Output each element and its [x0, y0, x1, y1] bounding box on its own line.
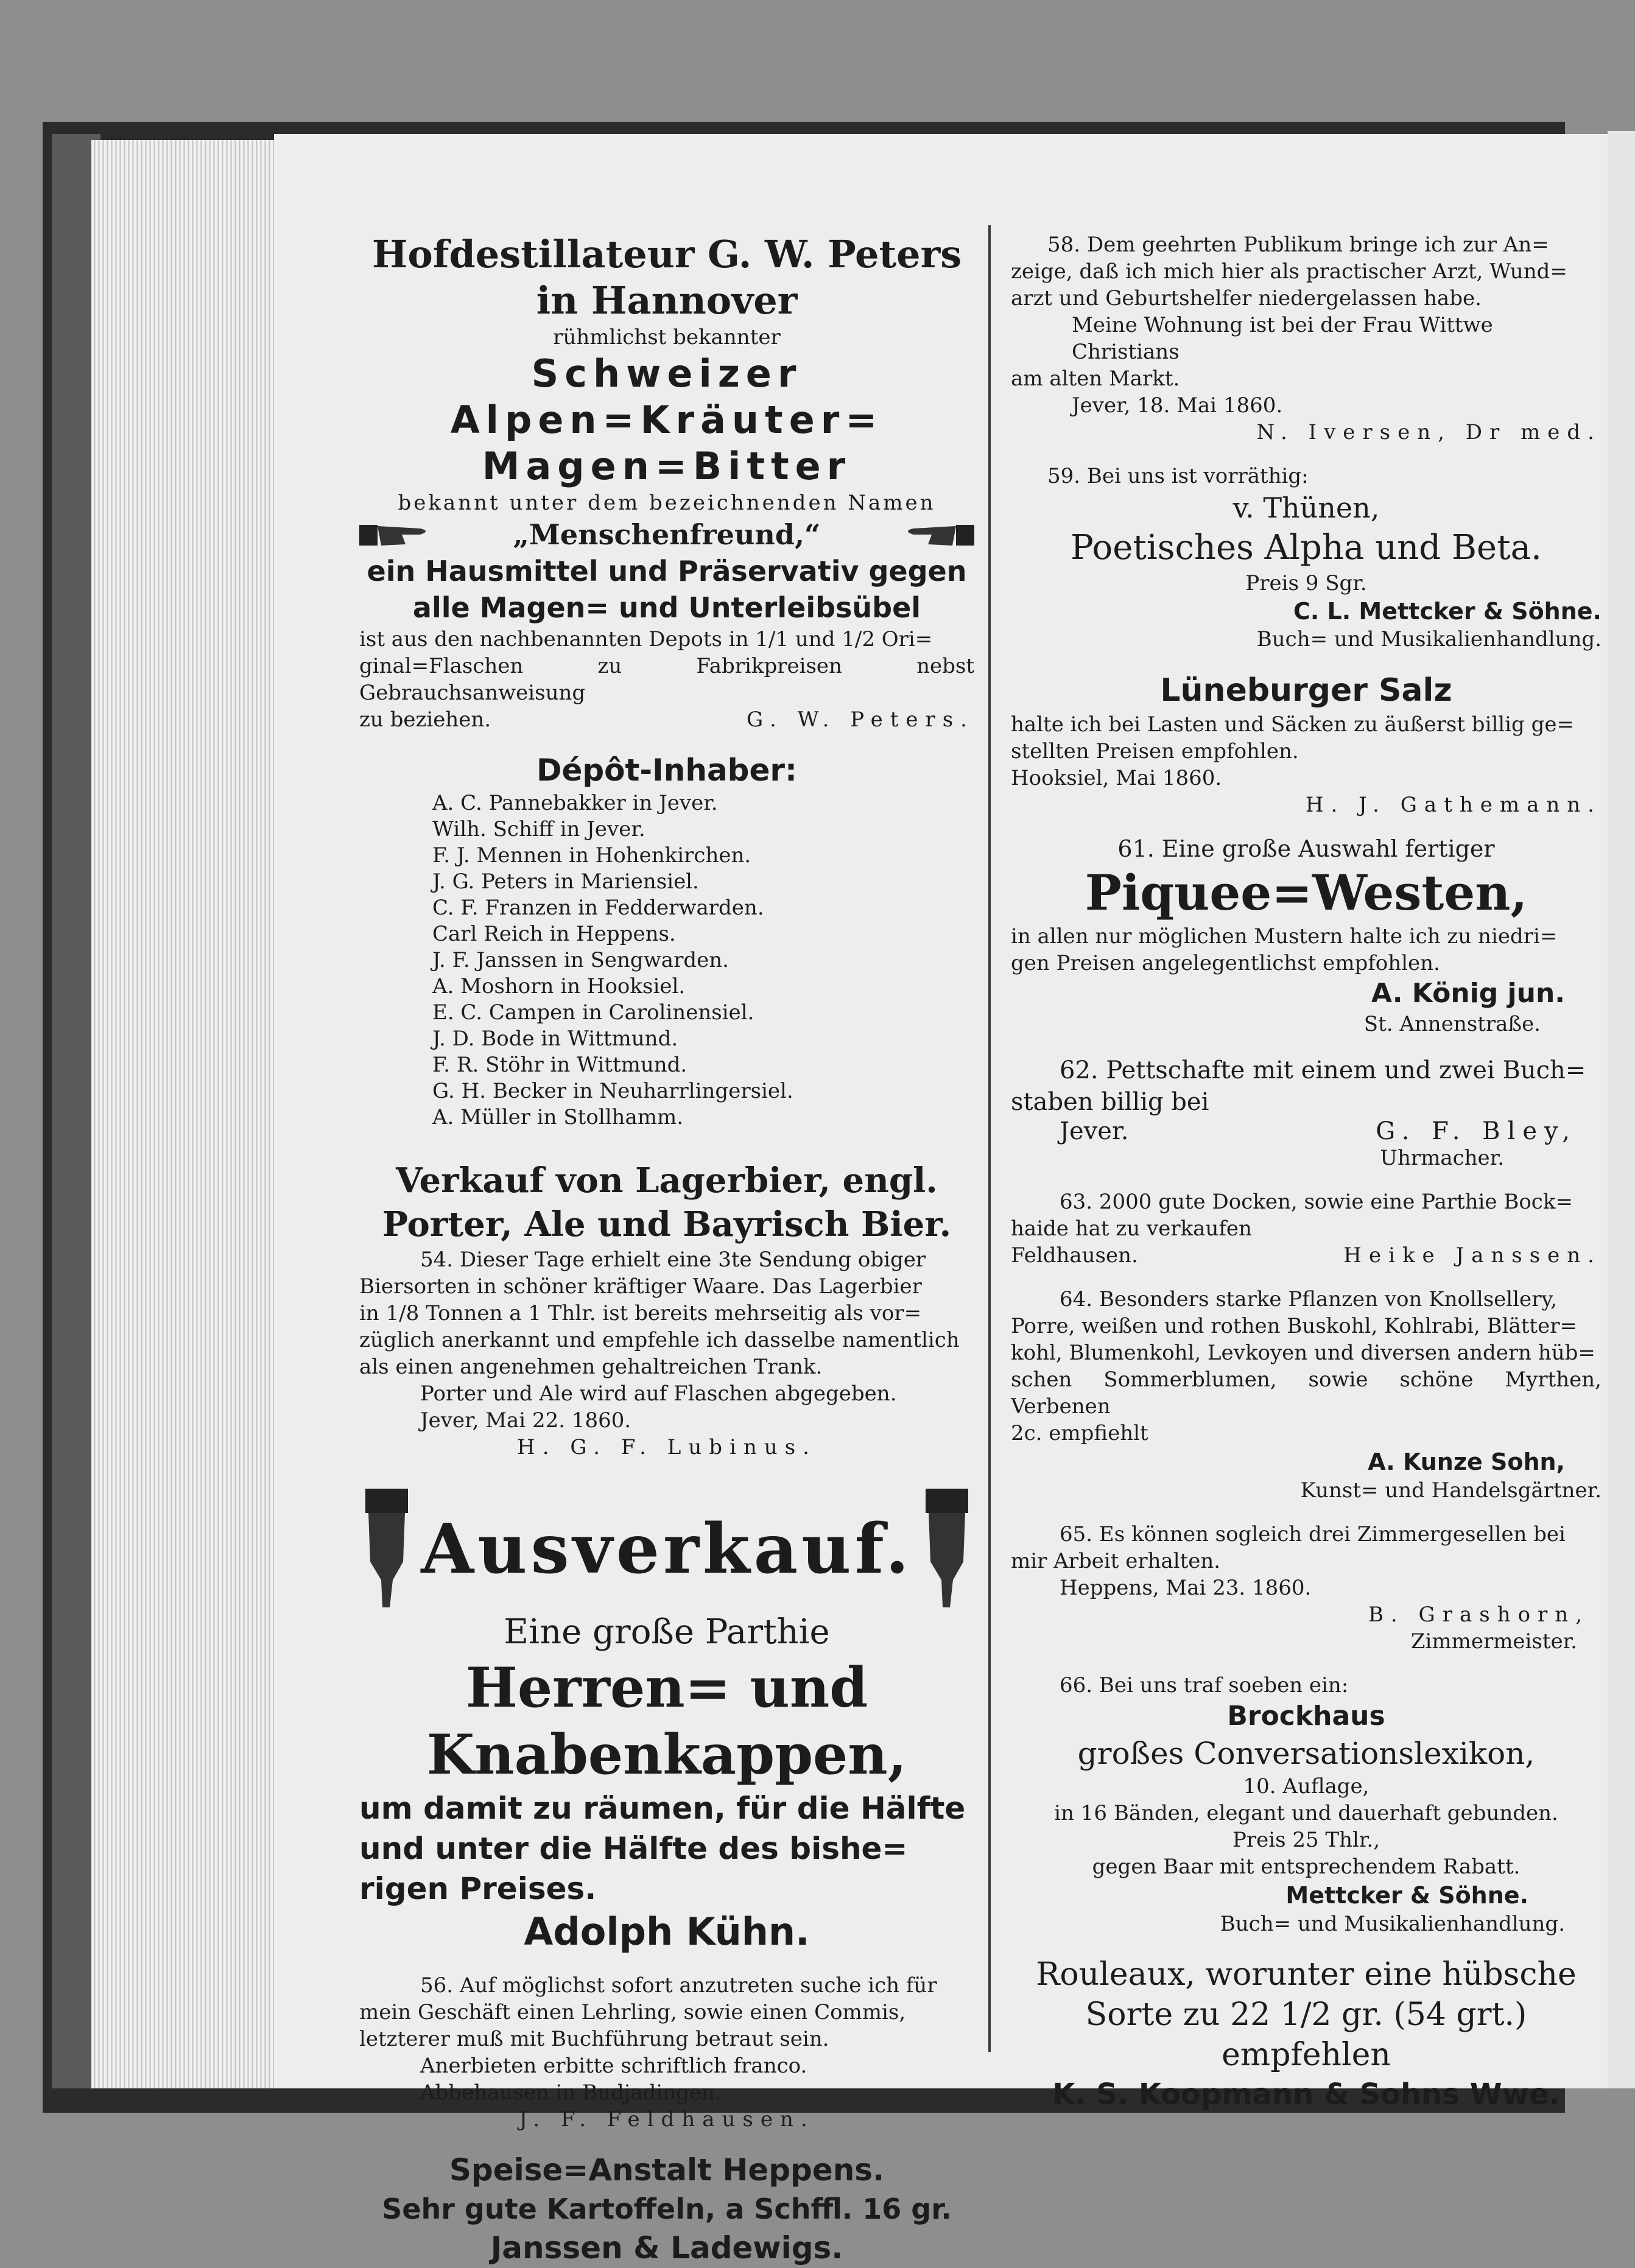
- ad-line: in 16 Bänden, elegant und dauerhaft gebunden.: [1054, 1801, 1558, 1825]
- ad-line: staben billig bei: [1011, 1088, 1209, 1116]
- ad-line: halte ich bei Lasten und Säcken zu äußerst billig ge=: [1011, 712, 1575, 737]
- ad-line: 64. Besonders starke Pflanzen von Knollsellery,: [1060, 1287, 1557, 1311]
- ad-signature: G. F. Bley,: [1376, 1117, 1577, 1145]
- ad-line: ein Hausmittel und Präservativ gegen: [367, 555, 967, 588]
- facing-page-edge: [1608, 131, 1635, 2088]
- ad-line: Jever, 18. Mai 1860.: [1072, 393, 1283, 418]
- ad-line: 65. Es können sogleich drei Zimmergesellen bei: [1060, 1522, 1566, 1547]
- ad-line: Buch= und Musikalienhandlung.: [1220, 1912, 1565, 1936]
- ad-signature: G. W. Peters.: [747, 707, 974, 732]
- ad-line: Buch= und Musikalienhandlung.: [1256, 627, 1602, 651]
- spacer: [1011, 1937, 1602, 1954]
- ad-line: ist aus den nachbenannten Depots in 1/1 und 1/2 Ori=: [359, 627, 933, 651]
- ad-line: kohl, Blumenkohl, Levkoyen und diversen andern hüb=: [1011, 1341, 1595, 1365]
- pointing-hand-down-icon: [359, 1489, 414, 1610]
- ad-peters: [359, 231, 974, 733]
- ad-line: arzt und Geburtshelfer niedergelassen habe.: [1011, 286, 1482, 311]
- ad-line: Hofdestillateur G. W. Peters: [371, 232, 962, 276]
- ad-line: Schweizer Alpen=Kräuter=: [450, 351, 884, 442]
- spacer: [359, 1131, 974, 1159]
- ad-line: in 1/8 Tonnen a 1 Thlr. ist bereits mehrseitig als vor=: [359, 1301, 922, 1325]
- ad-62: [1011, 1055, 1602, 1171]
- ad-58: [1011, 231, 1602, 446]
- ad-line: Herren= und Knabenkappen,: [426, 1655, 907, 1787]
- ad-line: in allen nur möglichen Mustern halte ich zu niedri=: [1011, 924, 1558, 949]
- ad-line: alle Magen= und Unterleibsübel: [412, 591, 921, 624]
- page-edges: [91, 140, 286, 2088]
- ad-signature: K. S. Koopmann & Sohns Wwe.: [1052, 2077, 1560, 2112]
- ad-line: Verkauf von Lagerbier, engl.: [396, 1160, 938, 1201]
- ad-line: als einen angenehmen gehaltreichen Trank.: [359, 1355, 823, 1379]
- list-item: A. C. Pannebakker in Jever.: [432, 791, 718, 815]
- ad-ausverkauf: [359, 1489, 974, 1955]
- pointing-hand-down-icon: [919, 1489, 974, 1610]
- ad-61: [1011, 835, 1602, 1037]
- ad-line: Poetisches Alpha und Beta.: [1071, 528, 1542, 567]
- ad-line: 62. Pettschafte mit einem und zwei Buch=: [1060, 1056, 1586, 1084]
- spacer: [1011, 1171, 1602, 1188]
- ad-signature: A. König jun.: [1371, 978, 1565, 1009]
- ad-line: gegen Baar mit entsprechendem Rabatt.: [1092, 1855, 1521, 1879]
- ad-text: Feldhausen.: [1011, 1243, 1138, 1268]
- ausverkauf-header: [359, 1489, 974, 1610]
- ad-line: 2c. empfiehlt: [1011, 1421, 1148, 1445]
- ad-65: [1011, 1521, 1602, 1655]
- ad-line: Jever, Mai 22. 1860.: [420, 1408, 631, 1433]
- ad-line: Abbehausen in Budjadingen.: [420, 2080, 722, 2105]
- list-item: A. Moshorn in Hooksiel.: [432, 974, 686, 999]
- hands-row: [359, 516, 974, 553]
- ad-line: und unter die Hälfte des bishe=: [359, 1831, 908, 1866]
- ad-title: Ausverkauf.: [421, 1509, 913, 1589]
- ad-line: [359, 706, 974, 733]
- list-item: G. H. Becker in Neuharrlingersiel.: [432, 1079, 793, 1103]
- ad-line: Anerbieten erbitte schriftlich franco.: [420, 2054, 807, 2078]
- ad-line: rühmlichst bekannter: [553, 325, 781, 349]
- ad-line: Porter und Ale wird auf Flaschen abgegeben.: [420, 1382, 897, 1406]
- spacer: [1011, 818, 1602, 835]
- list-item: J. D. Bode in Wittmund.: [432, 1027, 678, 1051]
- ad-line: züglich anerkannt und empfehle ich dasselbe namentlich: [359, 1328, 960, 1352]
- list-item: E. C. Campen in Carolinensiel.: [432, 1000, 754, 1025]
- ad-signature: H. J. Gathemann.: [1305, 793, 1602, 817]
- ad-title: Brockhaus: [1227, 1701, 1385, 1732]
- list-item: J. G. Peters in Mariensiel.: [432, 869, 699, 894]
- ad-56: [359, 1972, 974, 2133]
- ad-line: 54. Dieser Tage erhielt eine 3te Sendung obiger: [420, 1248, 926, 1272]
- ad-line: 66. Bei uns traf soeben ein:: [1060, 1673, 1349, 1697]
- ad-line: 61. Eine große Auswahl fertiger: [1117, 835, 1495, 862]
- ad-signature: J. F. Feldhausen.: [519, 2107, 815, 2132]
- ad-line: mein Geschäft einen Lehrling, sowie einen Commis,: [359, 2000, 906, 2024]
- ad-line: letzterer muß mit Buchführung betraut sein.: [359, 2027, 829, 2051]
- ad-line: St. Annenstraße.: [1363, 1012, 1541, 1036]
- ad-text: Jever.: [1060, 1117, 1129, 1145]
- ad-line: „Menschenfreund,“: [513, 518, 821, 551]
- ad-line: stellten Preisen empfohlen.: [1011, 739, 1299, 764]
- ad-59: [1011, 463, 1602, 653]
- ad-line: Meine Wohnung ist bei der Frau Wittwe Christians: [1072, 313, 1493, 364]
- ad-text: zu beziehen.: [359, 707, 491, 732]
- spacer: [359, 1955, 974, 1972]
- list-item: J. F. Janssen in Sengwarden.: [432, 948, 729, 972]
- ad-line: haide hat zu verkaufen: [1011, 1217, 1252, 1241]
- ad-63: [1011, 1188, 1602, 1269]
- ad-line: Heppens, Mai 23. 1860.: [1060, 1576, 1312, 1600]
- ad-64: [1011, 1286, 1602, 1504]
- ad-signature: N. Iversen, Dr med.: [1256, 420, 1602, 444]
- list-item: C. F. Franzen in Fedderwarden.: [432, 896, 764, 920]
- ad-line: Kunst= und Handelsgärtner.: [1300, 1478, 1602, 1503]
- ad-line: Magen=Bitter: [482, 444, 852, 488]
- ad-line: Biersorten in schöner kräftiger Waare. Das Lagerbier: [359, 1274, 922, 1299]
- ad-line: 56. Auf möglichst sofort anzutreten suche ich für: [420, 1973, 937, 1998]
- ad-line: Sehr gute Kartoffeln, a Schffl. 16 gr.: [382, 2193, 952, 2225]
- ad-line: um damit zu räumen, für die Hälfte: [359, 1791, 966, 1826]
- ad-line: Porre, weißen und rothen Buskohl, Kohlrabi, Blätter=: [1011, 1314, 1577, 1338]
- ad-line: Janssen & Ladewigs.: [490, 2230, 843, 2266]
- ad-signature: Mettcker & Söhne.: [1285, 1882, 1528, 1909]
- ad-line: 58. Dem geehrten Publikum bringe ich zur An=: [1047, 233, 1549, 257]
- ad-title: großes Conversationslexikon,: [1077, 1736, 1535, 1771]
- ad-title: Piquee=Westen,: [1085, 864, 1528, 921]
- ad-speise: [359, 2150, 974, 2268]
- ad-line: bekannt unter dem bezeichnenden Namen: [398, 491, 936, 515]
- ad-line: [1011, 1118, 1602, 1145]
- ad-signature: Heike Janssen.: [1343, 1243, 1602, 1268]
- list-item: Carl Reich in Heppens.: [432, 922, 676, 946]
- ad-line: rigen Preises.: [359, 1871, 597, 1906]
- ad-66: [1011, 1672, 1602, 1937]
- spacer: [1011, 1504, 1602, 1521]
- ad-signature: A. Kunze Sohn,: [1368, 1448, 1565, 1475]
- list-item: A. Müller in Stollhamm.: [432, 1105, 684, 1129]
- spacer: [359, 733, 974, 750]
- ad-line: am alten Markt.: [1011, 367, 1180, 391]
- ad-line: in Hannover: [536, 278, 798, 323]
- ad-rouleaux: [1011, 1954, 1602, 2114]
- ad-line: 59. Bei uns ist vorräthig:: [1047, 464, 1309, 488]
- ad-line: Speise=Anstalt Heppens.: [449, 2152, 885, 2188]
- ad-lagerbier: [359, 1159, 974, 1461]
- left-column: [359, 231, 974, 2268]
- depot-heading: Dépôt-Inhaber:: [536, 753, 798, 788]
- ad-line: Rouleaux, worunter eine hübsche: [1036, 1956, 1577, 1993]
- list-item: F. R. Stöhr in Wittmund.: [432, 1053, 687, 1077]
- spacer: [359, 1461, 974, 1489]
- ad-line: Preis 25 Thlr.,: [1232, 1828, 1380, 1852]
- ad-line: Hooksiel, Mai 1860.: [1011, 766, 1222, 790]
- ad-signature: Adolph Kühn.: [524, 1909, 810, 1954]
- ad-salz: [1011, 670, 1602, 818]
- ad-line: [1011, 1242, 1602, 1269]
- spacer: [1011, 446, 1602, 463]
- ad-line: Zimmermeister.: [1410, 1629, 1577, 1654]
- pointing-hand-left-icon: [901, 516, 974, 553]
- ad-line: gen Preisen angelegentlichst empfohlen.: [1011, 951, 1440, 975]
- list-item: Wilh. Schiff in Jever.: [432, 817, 645, 841]
- ad-line: Uhrmacher.: [1380, 1146, 1504, 1170]
- ad-signature: B. Grashorn,: [1368, 1603, 1589, 1627]
- column-divider: [988, 225, 991, 2052]
- ad-line: 10. Auflage,: [1243, 1774, 1370, 1799]
- ad-line: mir Arbeit erhalten.: [1011, 1549, 1221, 1573]
- ad-line: Porter, Ale und Bayrisch Bier.: [382, 1204, 952, 1245]
- depot-list: [359, 750, 974, 1131]
- ad-line: v. Thünen,: [1232, 491, 1380, 524]
- ad-line: Preis 9 Sgr.: [1245, 571, 1367, 595]
- list-item: F. J. Mennen in Hohenkirchen.: [432, 843, 751, 868]
- spacer: [1011, 1269, 1602, 1286]
- ad-line: Sorte zu 22 1/2 gr. (54 grt.) empfehlen: [1085, 1996, 1527, 2073]
- right-column: [1011, 231, 1602, 2114]
- ad-line: Eine große Parthie: [504, 1612, 830, 1652]
- ad-line: zeige, daß ich mich hier als practischer Arzt, Wund=: [1011, 259, 1567, 284]
- spacer: [1011, 653, 1602, 670]
- ad-line: ginal=Flaschen zu Fabrikpreisen nebst Gebrauchsanweisung: [359, 654, 974, 705]
- pointing-hand-right-icon: [359, 516, 432, 553]
- ad-line: schen Sommerblumen, sowie schöne Myrthen, Verbenen: [1011, 1367, 1602, 1419]
- ad-title: Lüneburger Salz: [1160, 672, 1452, 709]
- spacer: [359, 2133, 974, 2150]
- spacer: [1011, 1655, 1602, 1672]
- ad-line: 63. 2000 gute Docken, sowie eine Parthie Bock=: [1060, 1190, 1573, 1214]
- ad-signature: H. G. F. Lubinus.: [517, 1435, 817, 1459]
- spacer: [1011, 1037, 1602, 1055]
- ad-signature: C. L. Mettcker & Söhne.: [1293, 598, 1602, 625]
